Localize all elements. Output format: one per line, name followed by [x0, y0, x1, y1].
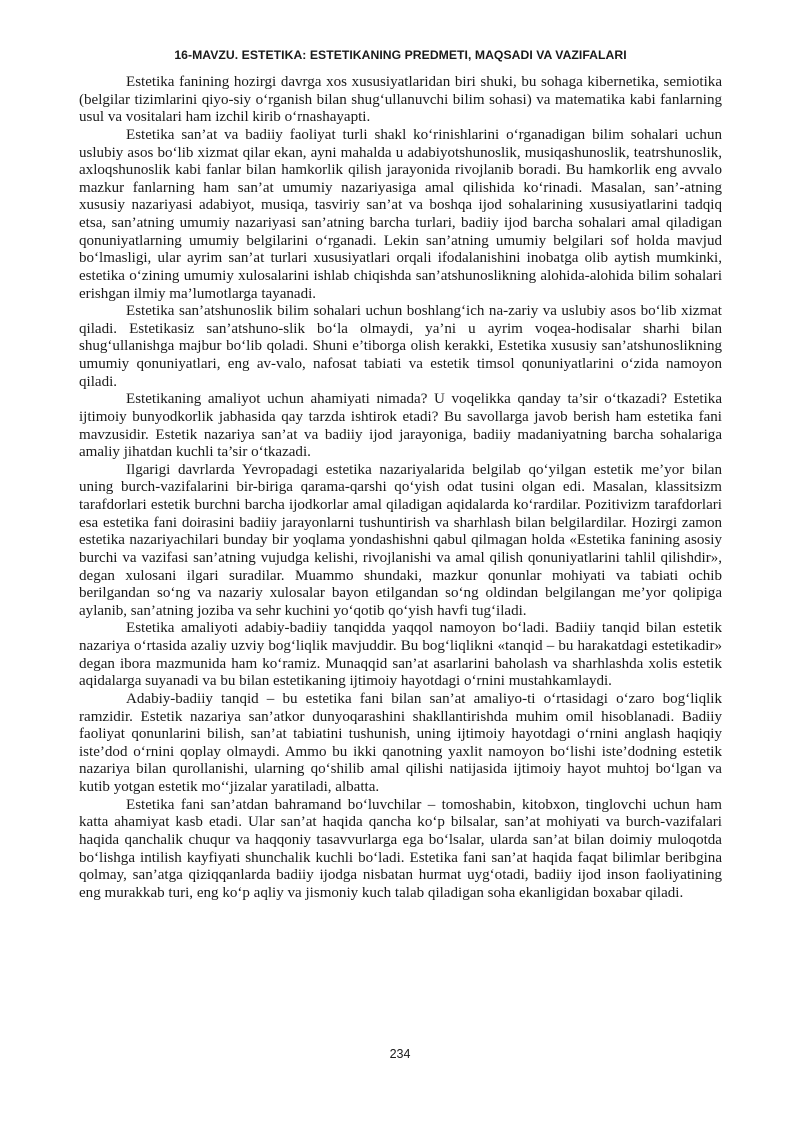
paragraph: Estetikaning amaliyot uchun ahamiyati nimada? U voqelikka qanday ta’sir o‘tkazadi? Estetika ijtimoiy bunyodkorlik jabhasida qay tarzda ishtirok etadi? Bu savollarga javob berish ham estetika fani mavzusidir. Estetik nazariya san’at va badiiy ijod jarayoniga, badiiy madaniyatning barcha sohalariga amaliy jihatdan kuchli ta’sir o‘tkazadi. [79, 391, 722, 461]
paragraph: Ilgarigi davrlarda Yevropadagi estetika nazariyalarida belgilab qo‘yilgan estetik me’yor bilan uning burch-vazifalarini bir-biriga qarama-qarshi qo‘yish odat tusini olgan edi. Masalan, klassitsizm tarafdorlari estetik burchni barcha ijodkorlar amal qiladigan aqidalarda ko‘rardilar. Pozitivizm tarafdorlari esa estetika fani doirasini badiiy jarayonlarni tushuntirish va sharhlash bilan belgilardilar. Hozirgi zamon estetika nazariyachilari bunday bir yoqlama yondashishni qabul qilmagan holda «Estetika fanining asosiy burchi va vazifasi san’atning vujudga kelishi, rivojlanishi va amal qilish qonuniyatlarini tahlil qilishdir», degan xulosani ilgari suradilar. Muammo shundaki, mazkur qonunlar mohiyati va tabiati ochib berilgandan so‘ng va nazariy xulosalar bayon etilgandan so‘ng oldindan belgilangan me’yor qolipiga aylanib, san’atning joziba va sehr kuchini yo‘qotib qo‘yish havfi tug‘iladi. [79, 461, 722, 619]
paragraph: Adabiy-badiiy tanqid – bu estetika fani bilan san’at amaliyo-ti o‘rtasidagi o‘zaro bog‘liqlik ramzidir. Estetik nazariya san’atkor dunyoqarashini shakllantirishda muhim omil hisoblanadi. Badiiy faoliyat qonunlarini bilish, san’at tabiatini tushunish, uning ijtimoiy hayotdagi o‘rnini anglash haqiqiy iste’dod o‘rnini qoplay olmaydi. Ammo bu ikki qanotning yaxlit namoyon bo‘lishi iste’dodning estetik nazariya bilan qurollanishi, ularning qo‘shilib amal qilishi natijasida ijtimoiy hayot muhtoj bo‘lgan va kutib yotgan estetik mo‘‘jizalar yaratiladi, albatta. [79, 690, 722, 795]
page-number: 234 [389, 1047, 411, 1061]
body-text [79, 74, 722, 902]
paragraph: Estetika san’atshunoslik bilim sohalari uchun boshlang‘ich na-zariy va uslubiy asos bo‘lib xizmat qiladi. Estetikasiz san’atshuno-slik bo‘la olmaydi, ya’ni u ayrim voqea-hodisalar sharhi bilan shug‘ullanishga majbur bo‘lib qoladi. Shuni e’tiborga olish kerakki, Estetika xususiy san’atshunoslikning umumiy qonuniyatlari, eng av-valo, nafosat tabiati va estetik timsol qonuniyatlarini o‘zida namoyon qiladi. [79, 303, 722, 390]
paragraph: Estetika san’at va badiiy faoliyat turli shakl ko‘rinishlarini o‘rganadigan bilim sohalari uchun uslubiy asos bo‘lib xizmat qilar ekan, ayni mahalda u adabiyotshunoslik, musiqashunoslik, teatrshunoslik, axloqshunoslik kabi fanlar bilan hamkorlik qilish jarayonida rivojlanib boradi. Bu hamkorlik eng avvalo mazkur fanlarning ham san’at umumiy nazariyasiga amal qilishida ko‘rinadi. Masalan, san’-atning xususiy nazariyasi adabiyot, musiqa, tasviriy san’at va boshqa ijod sohalarining xususiyatlarini tadqiq etsa, san’atning umumiy nazariyasi san’atning barcha turlari, badiiy ijod barcha sohalari amal qiladigan qonuniyatlarning umumiy belgilarini o‘rganadi. Lekin san’atning umumiy belgilari sof holda mavjud bo‘lmasligi, ular ayrim san’at turlari xususiyatlari orqali ifodalanishini inobatga olib aytish mumkinki, estetika o‘zining umumiy xulosalarini ishlab chiqishda san’atshunoslikning alohida-alohida bilim sohalari erishgan ilmiy ma’lumotlarga tayanadi. [79, 126, 722, 302]
page-content [79, 47, 722, 902]
paragraph: Estetika amaliyoti adabiy-badiiy tanqidda yaqqol namoyon bo‘ladi. Badiiy tanqid bilan estetik nazariya o‘rtasida azaliy uzviy bog‘liqlik mavjuddir. Bu bog‘liqlikni «tanqid – bu harakatdagi estetikadir» degan ibora mazmunida ham ko‘ramiz. Munaqqid san’at asarlarini baholash va sharhlashda xolis estetik aqidalarga suyanadi va bu bilan estetikaning ijtimoiy hayotdagi o‘rnini mustahkamlaydi. [79, 620, 722, 690]
running-header: 16-MAVZU. ESTETIKA: ESTETIKANING PREDMETI, MAQSADI VA VAZIFALARI [174, 48, 627, 62]
paragraph: Estetika fanining hozirgi davrga xos xususiyatlaridan biri shuki, bu sohaga kibernetika, semiotika (belgilar tizimlarini qiyo-siy o‘rganish bilan shug‘ullanuvchi bilim sohasi) va matematika kabi fanlarning usul va vositalari ham izchil kirib o‘rnashayapti. [79, 74, 722, 126]
paragraph: Estetika fani san’atdan bahramand bo‘luvchilar – tomoshabin, kitobxon, tinglovchi uchun ham katta ahamiyat kasb etadi. Ular san’at haqida qancha ko‘p bilsalar, san’at mohiyati va burch-vazifalari haqida qanchalik chuqur va haqqoniy tasavvurlarga ega bo‘lsalar, ularda san’at bilan doimiy muloqotda bo‘lishga intilish kayfiyati shunchalik kuchli bo‘ladi. Estetika fani san’at haqida faqat bilimlar beribgina qolmay, san’atga qiziqqanlarda badiiy ijodga nisbatan hurmat uyg‘otadi, badiiy ijod inson faoliyatining eng murakkab turi, eng ko‘p aqliy va jismoniy kuch talab qiladigan soha ekanligidan boxabar qiladi. [79, 796, 722, 901]
